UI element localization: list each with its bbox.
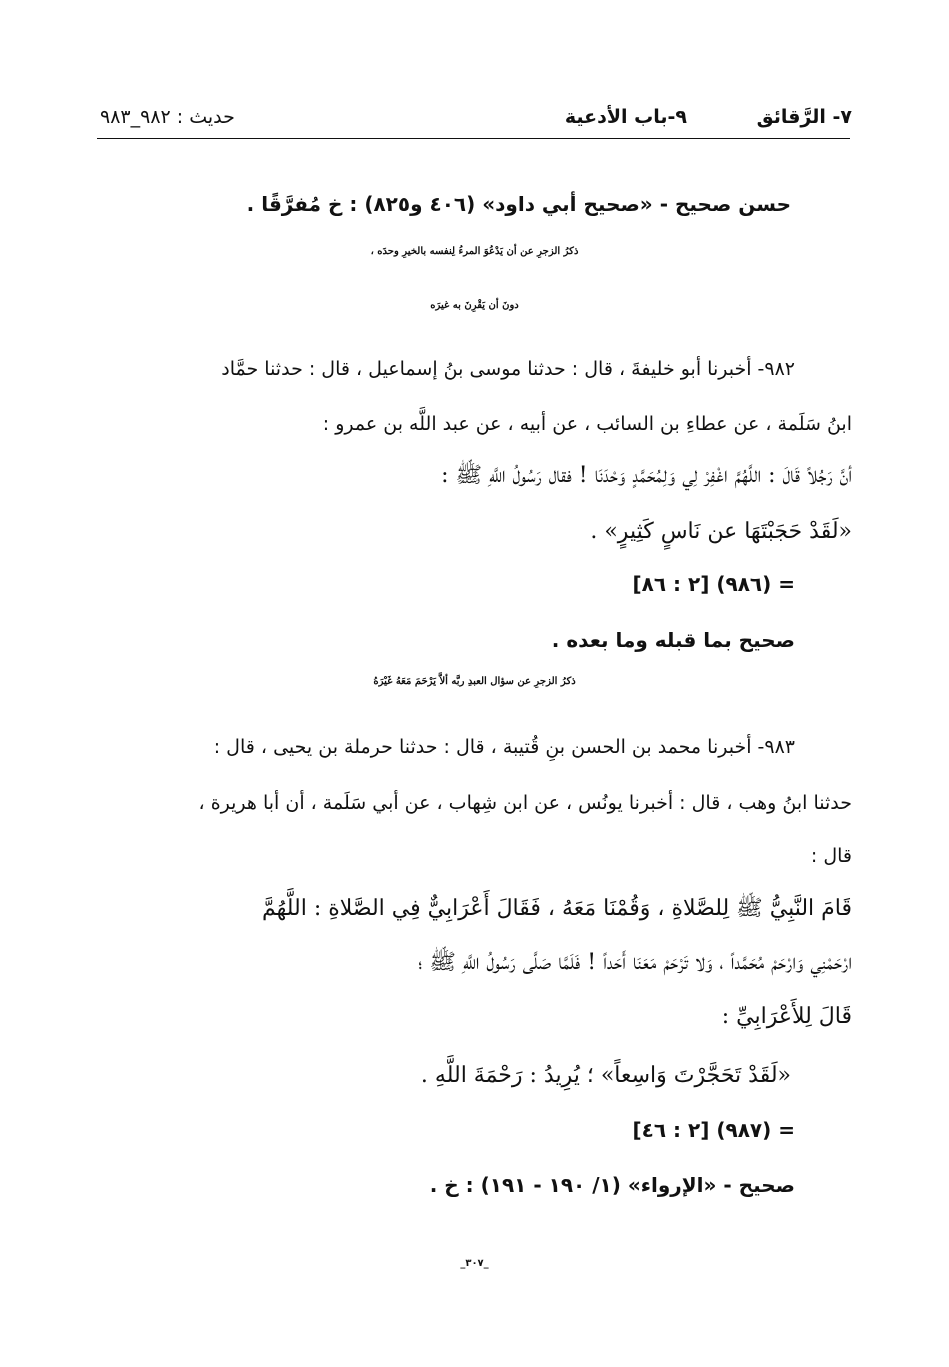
hadith-983-matn-line-4: «لَقَدْ تَحَجَّرْتَ وَاسِعاً» ؛ يُرِيدُ : رَحْمَةَ اللَّهِ . <box>420 1063 791 1088</box>
chapter-heading-2: ذكرُ الزجرِ عن سؤال العبدِ ربَّه ألاَّ يَرْحَمَ مَعَهُ غَيْرَهُ <box>373 676 576 687</box>
header-hadith-range: حديث : ٩٨٢_٩٨٣ <box>100 106 235 128</box>
hadith-982-grade: صحيح بما قبله وما بعده . <box>551 628 795 652</box>
grade-previous: حسن صحيح - «صحيح أبي داود» (٤٠٦ و٨٢٥) : خ مُفرَّقًا . <box>246 192 791 216</box>
page-number: _٣٠٧_ <box>460 1258 489 1269</box>
header-section: ٩-باب الأدعية <box>564 106 687 128</box>
hadith-983-isnad-line-2: حدثنا ابنُ وهب ، قال : أخبرنا يونُس ، عن ابن شِهاب ، عن أبي سَلَمة ، أن أبا هريرة ، <box>198 792 852 814</box>
hadith-982-matn-line-2: «لَقَدْ حَجَبْتَهَا عن نَاسٍ كَثِيرٍ» . <box>590 519 852 544</box>
hadith-983-isnad-line-3: قال : <box>810 845 852 867</box>
hadith-983-grade: صحيح - «الإرواء» (١/ ١٩٠ - ١٩١) : خ . <box>429 1173 795 1197</box>
chapter-heading-1-line-2: دونَ أن يَقْرِنَ به غيرَه <box>430 300 519 311</box>
header-chapter: ٧- الرَّقائق <box>756 106 852 128</box>
hadith-983-matn-line-2: ارْحَمْنِي وَارْحَمْ مُحَمَّداً ، وَلا تَرْحَمْ مَعَنَا أَحَداً ! فَلَمَّا صَلَّى رَسُولُ اللَّهِ ﷺ ؛ <box>417 950 852 975</box>
hadith-982-matn-line-1: أنَّ رَجُلاً قَالَ : اللَّهُمَّ اغْفِرْ لِي وَلِمُحَمَّدٍ وَحْدَنَا ! فقال رَسُولُ اللَّهِ ﷺ : <box>441 463 852 488</box>
hadith-983-isnad-line-1: ٩٨٣- أخبرنا محمد بن الحسن بنِ قُتيبة ، قال : حدثنا حرملة بن يحيى ، قال : <box>213 736 795 758</box>
hadith-982-isnad-line-1: ٩٨٢- أخبرنا أبو خليفةَ ، قال : حدثنا موسى بنُ إسماعيل ، قال : حدثنا حمَّاد <box>221 358 795 380</box>
chapter-heading-1-line-1: ذكرُ الزجرِ عن أن يَدْعُوَ المرءُ لِنفسه بالخيرِ وحدَه ، <box>370 246 579 257</box>
hadith-982-isnad-line-2: ابنُ سَلَمة ، عن عطاءِ بن السائب ، عن أبيه ، عن عبد اللَّه بن عمرو : <box>322 413 852 435</box>
hadith-982-reference: = (٩٨٦) [٢ : ٨٦] <box>632 572 795 596</box>
hadith-983-matn-line-3: قَالَ لِلأَعْرَابِيِّ : <box>721 1004 852 1029</box>
header-rule <box>97 138 850 139</box>
hadith-983-matn-line-1: قَامَ النَّبِيُّ ﷺ لِلصَّلاةِ ، وَقُمْنَا مَعَهُ ، فَقَالَ أَعْرَابِيٌّ فِي الصَّلاةِ : اللَّهُمَّ <box>261 896 852 921</box>
hadith-983-reference: = (٩٨٧) [٢ : ٤٦] <box>632 1118 795 1142</box>
